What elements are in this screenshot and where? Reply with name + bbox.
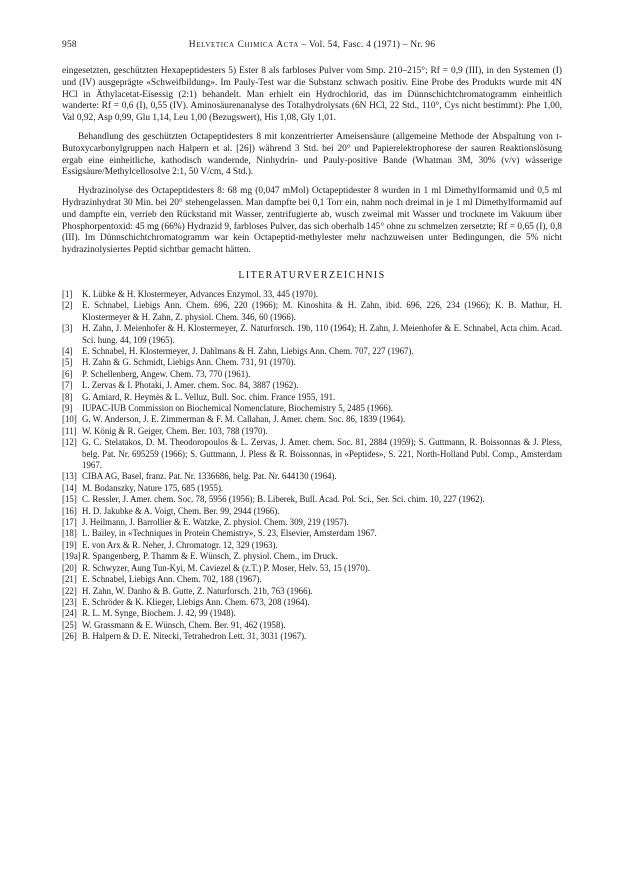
reference-number: [20] — [62, 562, 77, 573]
paragraph: eingesetzten, geschützten Hexapeptidesters 5) Ester 8 als farbloses Pulver vom Smp. 210–215°; Rf = 0,9 (III), in den Systemen (I) und (IV) ausgeprägte «Schweifbildung». Im Pauly-Test war die Substanz schwach positiv. Eine Probe des Produkts wurde mit 4N HCl in Äthylacetat-Eisessig (2:1) behandelt. Man erhielt ein Hydrochlorid, das im Dünnschichtchromatogramm einheitlich wanderte: Rf = 0,6 (I), 0,55 (IV). Aminosäurenanalyse des Totalhydrolysats (6N HCl, 22 Std., 110°, Cys nicht bestimmt): Phe 1,00, Val 0,92, Asp 0,99, Glu 1,14, Leu 1,00 (Bezugswert), His 1,08, Gly 1,01. — [62, 66, 562, 124]
reference-number: [14] — [62, 482, 77, 493]
reference-number: [24] — [62, 608, 77, 619]
reference-text: IUPAC-IUB Commission on Biochemical Nomenclature, Biochemistry 5, 2485 (1966). — [82, 403, 394, 414]
reference-item — [62, 494, 562, 505]
running-title — [62, 40, 562, 50]
reference-item — [62, 357, 562, 368]
reference-item — [62, 586, 562, 597]
reference-item — [62, 631, 562, 642]
reference-text: E. Schnabel, H. Klostermeyer, J. Dahlmans & H. Zahn, Liebigs Ann. Chem. 707, 227 (1967). — [82, 345, 414, 356]
reference-item — [62, 506, 562, 517]
reference-item — [62, 620, 562, 631]
reference-number: [6] — [62, 368, 73, 379]
reference-text: H. Zahn, W. Danho & B. Gutte, Z. Naturforsch. 21b, 763 (1966). — [82, 585, 313, 596]
reference-item — [62, 574, 562, 585]
reference-text: J. Heilmann, J. Barrollier & E. Watzke, Z. physiol. Chem. 309, 219 (1957). — [82, 517, 349, 528]
reference-text: M. Bodanszky, Nature 175, 685 (1955). — [82, 482, 224, 493]
reference-item — [62, 323, 562, 346]
reference-number: [18] — [62, 528, 77, 539]
reference-number: [9] — [62, 403, 73, 414]
reference-item — [62, 414, 562, 425]
reference-number: [13] — [62, 471, 77, 482]
reference-number: [26] — [62, 631, 77, 642]
literature-heading: LITERATURVERZEICHNIS — [238, 269, 386, 281]
reference-item — [62, 471, 562, 482]
reference-item — [62, 380, 562, 391]
reference-text: W. König & R. Geiger, Chem. Ber. 103, 788 (1970). — [82, 425, 268, 436]
reference-number: [16] — [62, 505, 77, 516]
paragraph: Hydrazinolyse des Octapeptidesters 8: 68 mg (0,047 mMol) Octapeptidester 8 wurden in 1 ml Dimethylformamid und 0,5 ml Hydrazinhydrat 30 Min. bei 20° stehengelassen. Man dampfte bei 0,1 Torr ein, nahm noch dreimal in je 1 ml Dimethylformamid auf und dampfte ein, verrieb den Rückstand mit Wasser, zentrifugierte ab, wusch zweimal mit Wasser und trocknete im Vakuum über Phosphorpentoxid: 45 mg (66%) Hydrazid 9, farbloses Pulver, das sich oberhalb 145° ohne zu schmelzen zersetzte; Rf = 0,65 (I), 0,8 (III). Im Dünnschichtchromatogramm war kein Octapeptid-methylester mehr nachzuweisen unter Bedingungen, die 5% nicht hydrazinolysiertes Peptid sichtbar gemacht hätten. — [62, 186, 562, 256]
reference-text: H. Zahn, J. Meienhofer & H. Klostermeyer, Z. Naturforsch. 19b, 110 (1964); H. Zahn, J. Meienhofer & E. Schnabel, Acta chim. Acad. Sci. hung. 44, 109 (1965). — [82, 323, 562, 345]
reference-number: [3] — [62, 323, 73, 334]
reference-text: W. Grassmann & E. Wünsch, Chem. Ber. 91, 462 (1958). — [82, 619, 286, 630]
reference-number: [23] — [62, 596, 77, 607]
reference-number: [19] — [62, 539, 77, 550]
reference-item — [62, 540, 562, 551]
reference-item — [62, 608, 562, 619]
reference-number: [17] — [62, 517, 77, 528]
journal-page — [62, 40, 562, 643]
reference-item — [62, 528, 562, 539]
reference-list — [62, 289, 562, 643]
reference-item — [62, 426, 562, 437]
paragraph: Behandlung des geschützten Octapeptidesters 8 mit konzentrierter Ameisensäure (allgemeine Methode der Abspaltung von t-Butoxycarbonylgruppen nach Halpern et al. [26]) während 3 Std. bei 20° und Papierelektrophorese der sauren Reaktionslösung ergab eine einheitliche, kathodisch wandernde, Ninhydrin- und Pauly-positive Bande (Whatman 3M, 30% (v/v) wässerige Essigsäure/Methylcellosolve 2:1, 50 V/cm, 4 Std.). — [62, 131, 562, 178]
reference-number: [21] — [62, 574, 77, 585]
reference-item — [62, 403, 562, 414]
reference-item — [62, 517, 562, 528]
reference-item — [62, 392, 562, 403]
reference-text: G. C. Stelatakos, D. M. Theodoropoulos & L. Zervas, J. Amer. chem. Soc. 81, 2884 (1959); S. Guttmann, R. Boissonnas & J. Pless, belg. Pat. Nr. 695259 (1966); S. Guttmann, J. Pless & R. Boissonnas, in «Peptides», S. 221, North-Holland Publ. Comp., Amsterdam 1967. — [82, 437, 562, 471]
reference-number: [4] — [62, 345, 73, 356]
reference-number: [25] — [62, 619, 77, 630]
reference-text: E. von Arx & R. Neher, J. Chromatogr. 12, 329 (1963). — [82, 539, 278, 550]
reference-text: G. W. Anderson, J. E. Zimmerman & F. M. Callahan, J. Amer. chem. Soc. 86, 1839 (1964). — [82, 414, 406, 425]
reference-number: [5] — [62, 357, 73, 368]
reference-text: E. Schnabel, Liebigs Ann. Chem. 702, 188 (1967). — [82, 574, 262, 585]
reference-number: [22] — [62, 585, 77, 596]
reference-number: [10] — [62, 414, 77, 425]
body-text — [62, 66, 562, 257]
reference-item — [62, 551, 562, 562]
reference-text: G. Amiard, R. Heymès & L. Velluz, Bull. Soc. chim. France 1955, 191. — [82, 391, 336, 402]
reference-number: [12] — [62, 437, 77, 448]
reference-number: [11] — [62, 425, 77, 436]
reference-item — [62, 483, 562, 494]
reference-item — [62, 289, 562, 300]
reference-item — [62, 300, 562, 323]
reference-text: B. Halpern & D. E. Nitecki, Tetrahedron Lett. 31, 3031 (1967). — [82, 631, 307, 642]
running-header — [62, 40, 562, 56]
page-number: 958 — [62, 40, 77, 50]
reference-item — [62, 597, 562, 608]
reference-number: [19a] — [62, 551, 81, 562]
reference-item — [62, 369, 562, 380]
volume-info: – Vol. 54, Fasc. 4 (1971) – Nr. 96 — [301, 40, 436, 50]
reference-text: L. Bailey, in «Techniques in Protein Chemistry», S. 23, Elsevier, Amsterdam 1967. — [82, 528, 377, 539]
reference-item — [62, 563, 562, 574]
reference-text: R. Spangenberg, P. Thamm & E. Wünsch, Z. physiol. Chem., im Druck. — [82, 551, 338, 562]
reference-text: H. D. Jakubke & A. Voigt, Chem. Ber. 99, 2944 (1966). — [82, 505, 280, 516]
reference-item — [62, 346, 562, 357]
reference-number: [7] — [62, 380, 73, 391]
reference-item — [62, 437, 562, 471]
reference-text: R. Schwyzer, Aung Tun-Kyi, M. Caviezel & (z.T.) P. Moser, Helv. 53, 15 (1970). — [82, 562, 370, 573]
reference-text: C. Ressler, J. Amer. chem. Soc. 78, 5956 (1956); B. Liberek, Bull. Acad. Pol. Sci., Ser. Sci. chim. 10, 227 (1962). — [82, 494, 485, 505]
reference-text: E. Schnabel, Liebigs Ann. Chem. 696, 220 (1966); M. Kinoshita & H. Zahn, ibid. 696, 226, 234 (1966); K. B. Mathur, H. Klostermeyer & H. Zahn, Z. physiol. Chem. 346, 60 (1966). — [82, 300, 562, 322]
reference-text: K. Lübke & H. Klostermeyer, Advances Enzymol. 33, 445 (1970). — [82, 288, 319, 299]
reference-number: [1] — [62, 288, 73, 299]
reference-text: R. L. M. Synge, Biochem. J. 42, 99 (1948). — [82, 608, 236, 619]
reference-text: L. Zervas & I. Photaki, J. Amer. chem. Soc. 84, 3887 (1962). — [82, 380, 299, 391]
reference-text: P. Schellenberg, Angew. Chem. 73, 770 (1961). — [82, 368, 251, 379]
reference-number: [15] — [62, 494, 77, 505]
reference-text: H. Zahn & G. Schmidt, Liebigs Ann. Chem. 731, 91 (1970). — [82, 357, 296, 368]
reference-number: [2] — [62, 300, 73, 311]
reference-number: [8] — [62, 391, 73, 402]
journal-name: Helvetica Chimica Acta — [188, 40, 299, 50]
reference-text: E. Schröder & K. Klieger, Liebigs Ann. Chem. 673, 208 (1964). — [82, 596, 310, 607]
reference-text: CIBA AG, Basel, franz. Pat. Nr. 1336686, belg. Pat. Nr. 644130 (1964). — [82, 471, 337, 482]
